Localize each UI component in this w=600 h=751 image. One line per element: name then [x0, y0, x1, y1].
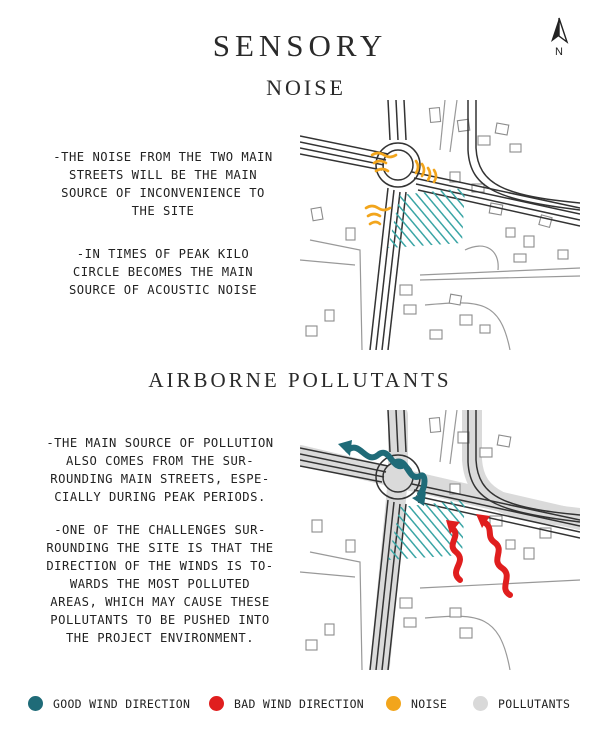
- text-line: POLLUTANTS TO BE PUSHED INTO: [50, 613, 270, 627]
- text-line: SOURCE OF ACOUSTIC NOISE: [68, 283, 258, 297]
- legend-label: NOISE: [411, 696, 448, 711]
- text-line: -IN TIMES OF PEAK KILO: [76, 247, 250, 261]
- legend-label: BAD WIND DIRECTION: [234, 696, 365, 711]
- noise-site-map: [300, 100, 580, 350]
- legend-item-good-wind: [28, 696, 190, 711]
- legend-item-bad-wind: [209, 696, 364, 711]
- text-line: SOURCE OF INCONVENIENCE TO: [61, 186, 265, 200]
- legend: [28, 696, 588, 720]
- good-wind-arrowhead-icon: [338, 440, 352, 456]
- text-line: THE PROJECT ENVIRONMENT.: [65, 631, 255, 645]
- page-title: SENSORY: [212, 28, 388, 63]
- text-line: AREAS, WHICH MAY CAUSE THESE: [50, 595, 270, 609]
- text-line: WARDS THE MOST POLLUTED: [69, 577, 251, 591]
- pollutants-dot-icon: [473, 696, 488, 711]
- noise-dot-icon: [386, 696, 401, 711]
- text-line: -THE NOISE FROM THE TWO MAIN: [53, 150, 273, 164]
- text-line: STREETS WILL BE THE MAIN: [68, 168, 258, 182]
- text-line: -ONE OF THE CHALLENGES SUR-: [54, 523, 266, 537]
- pollutants-paragraph-2: [20, 521, 300, 647]
- pollutants-section-title: AIRBORNE POLLUTANTS: [148, 368, 452, 392]
- site-area: [388, 188, 465, 248]
- north-arrow-icon: [545, 16, 573, 58]
- text-line: CIALLY DURING PEAK PERIODS.: [54, 490, 266, 504]
- text-line: ROUNDING THE SITE IS THAT THE: [46, 541, 274, 555]
- noise-paragraph-1: [28, 148, 298, 220]
- text-line: ROUNDING MAIN STREETS, ESPE-: [50, 472, 270, 486]
- noise-section-title: NOISE: [266, 75, 346, 100]
- pollutants-site-map: [300, 410, 580, 670]
- pollutants-paragraph-1: [20, 434, 300, 506]
- good-wind-dot-icon: [28, 696, 43, 711]
- text-line: ALSO COMES FROM THE SUR-: [65, 454, 255, 468]
- noise-paragraph-2: [28, 245, 298, 299]
- legend-item-noise: [386, 696, 447, 711]
- text-line: THE SITE: [131, 204, 195, 218]
- text-line: CIRCLE BECOMES THE MAIN: [72, 265, 254, 279]
- text-line: DIRECTION OF THE WINDS IS TO-: [46, 559, 274, 573]
- bad-wind-dot-icon: [209, 696, 224, 711]
- text-line: -THE MAIN SOURCE OF POLLUTION: [46, 436, 274, 450]
- legend-item-pollutants: [473, 696, 570, 711]
- legend-label: GOOD WIND DIRECTION: [53, 696, 191, 711]
- legend-label: POLLUTANTS: [498, 696, 571, 711]
- north-label: N: [555, 46, 563, 58]
